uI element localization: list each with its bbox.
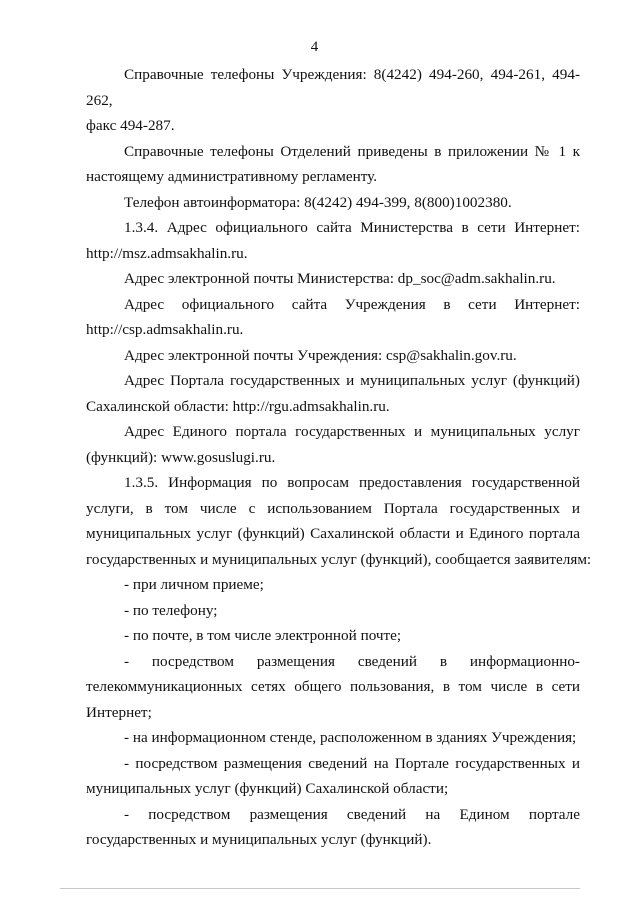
- text-line: - посредством размещения сведений на Портале государственных и: [124, 754, 580, 772]
- text-line: - при личном приеме;: [124, 576, 264, 593]
- list-item-telecom-networks: [86, 649, 580, 726]
- text-line: Сахалинской области: http://rgu.admsakhalin.ru.: [86, 397, 390, 415]
- text-line: - посредством размещения сведений в информационно-: [124, 652, 580, 670]
- paragraph-department-phones: [86, 139, 580, 190]
- text-line: - по телефону;: [124, 601, 218, 619]
- text-line: 1.3.5. Информация по вопросам предоставления государственной: [124, 474, 580, 491]
- text-line: - по почте, в том числе электронной почте;: [124, 627, 402, 644]
- text-line: Адрес Портала государственных и муниципальных услуг (функций): [124, 372, 580, 389]
- text-line: http://csp.admsakhalin.ru.: [86, 321, 244, 338]
- text-line: государственных и муниципальных услуг (функций), сообщается заявителям:: [86, 550, 592, 568]
- text-line: Адрес официального сайта Учреждения в сети Интернет:: [124, 295, 580, 313]
- paragraph-regional-portal: [86, 368, 580, 419]
- list-item-in-person: [86, 572, 580, 598]
- text-line: Адрес электронной почты Учреждения: csp@sakhalin.gov.ru.: [124, 346, 517, 364]
- text-line: государственных и муниципальных услуг (функций).: [86, 831, 432, 848]
- paragraph-ministry-website: [86, 215, 580, 266]
- text-line: телекоммуникационных сетях общего пользования, в том числе в сети: [86, 678, 580, 695]
- paragraph-ministry-email: [86, 266, 580, 292]
- text-line: факс 494-287.: [86, 117, 175, 134]
- page-number: 4: [310, 39, 319, 55]
- list-item-mail: [86, 623, 580, 649]
- text-line: Адрес Единого портала государственных и муниципальных услуг: [124, 423, 580, 440]
- text-line: муниципальных услуг (функций) Сахалинской области;: [86, 780, 449, 797]
- text-line: Интернет;: [86, 703, 152, 721]
- paragraph-institution-website: [86, 292, 580, 343]
- list-item-unified-portal: [86, 802, 580, 853]
- text-line: настоящему административному регламенту.: [86, 168, 378, 185]
- text-line: муниципальных услуг (функций) Сахалинской области и Единого портала: [86, 525, 580, 542]
- paragraph-institution-phones: [86, 62, 580, 139]
- scan-edge-line: [60, 888, 580, 889]
- list-item-regional-portal: [86, 751, 580, 802]
- text-line: - на информационном стенде, расположенном в зданиях Учреждения;: [124, 729, 577, 746]
- text-line: - посредством размещения сведений на Едином портале: [124, 805, 580, 823]
- paragraph-information-channels: [86, 470, 592, 572]
- text-line: Справочные телефоны Отделений приведены в приложении № 1 к: [124, 142, 580, 160]
- text-line: (функций): www.gosuslugi.ru.: [86, 448, 276, 466]
- list-item-info-stand: [86, 725, 580, 751]
- paragraph-unified-portal: [86, 419, 580, 470]
- list-item-phone: [86, 598, 580, 624]
- text-line: Адрес электронной почты Министерства: dp_soc@adm.sakhalin.ru.: [124, 270, 556, 287]
- text-line: 1.3.4. Адрес официального сайта Министерства в сети Интернет:: [124, 219, 580, 236]
- text-line: Телефон автоинформатора: 8(4242) 494-399, 8(800)1002380.: [124, 193, 512, 211]
- document-body: [86, 62, 592, 853]
- paragraph-institution-email: [86, 343, 580, 369]
- text-line: Справочные телефоны Учреждения: 8(4242) 494-260, 494-261, 494-262,: [86, 66, 580, 109]
- paragraph-autoinformer-phone: [86, 190, 580, 216]
- text-line: услуги, в том числе с использованием Портала государственных и: [86, 499, 580, 517]
- text-line: http://msz.admsakhalin.ru.: [86, 244, 248, 262]
